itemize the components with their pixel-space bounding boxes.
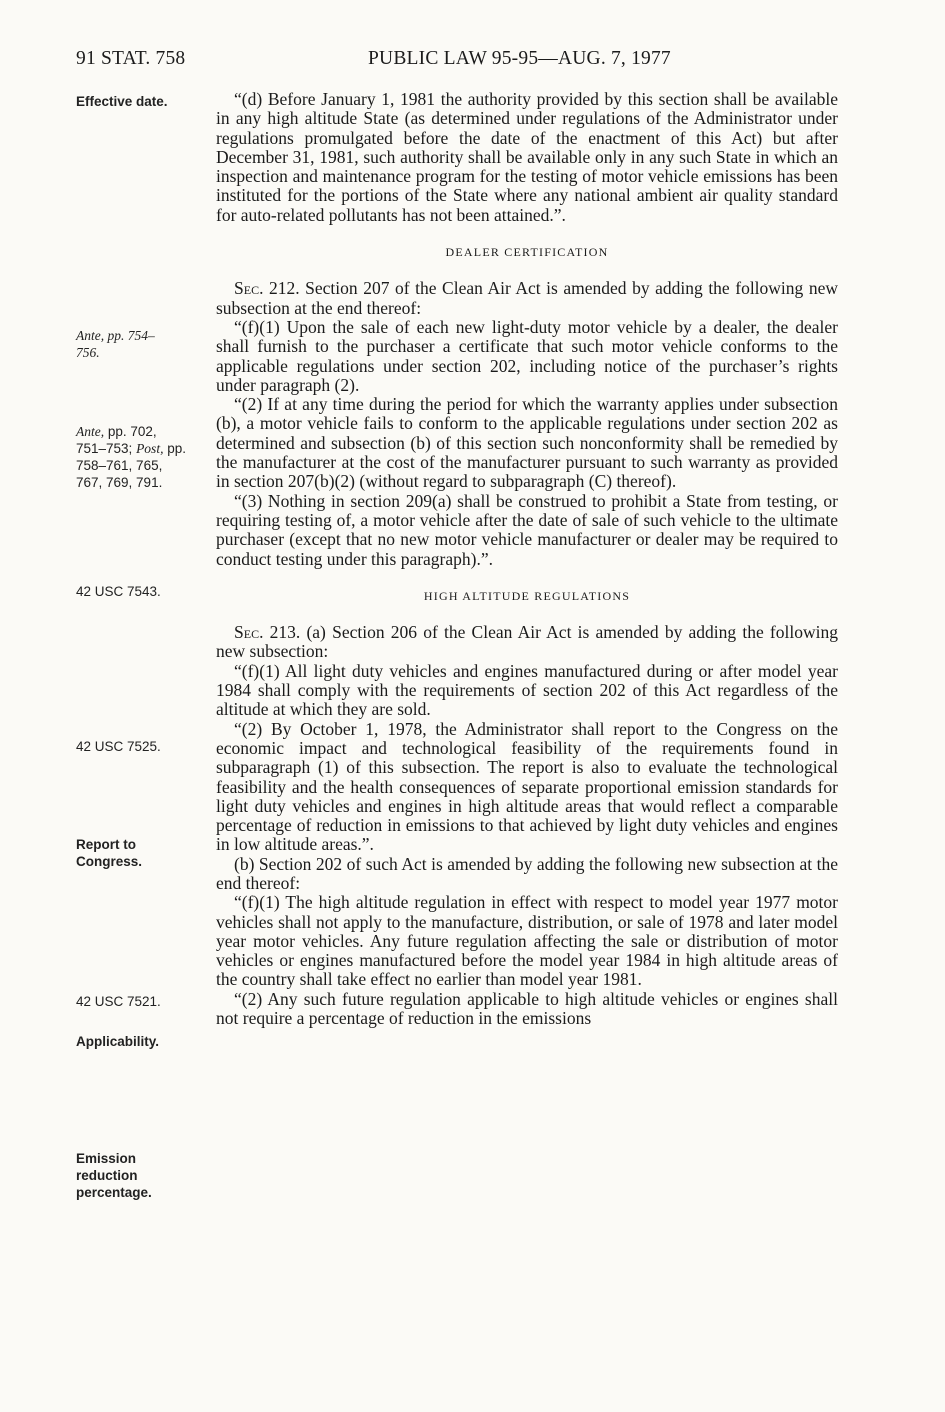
margin-note-ante-2-b: pp. 702, 751–753; <box>76 424 157 456</box>
paragraph-f2: “(2) If at any time during the period for which the warranty applies under subsection (b), a motor vehicle fails to conform to the applicable regulations under section 202 as determined and subsection (b) of this section such nonconformity shall be remedied by the manufacturer at the cost of the manufacturer pursuant to such warranty as provided in section 207(b)(2) (without regard to subparagraph (C) thereof). <box>216 394 838 492</box>
body-text <box>216 90 838 1028</box>
paragraph-f1: “(f)(1) Upon the sale of each new light-duty motor vehicle by a dealer, the dealer shall furnish to the purchaser a certificate that such motor vehicle conforms to the applicable regulations under section 202, including notice of the purchaser’s rights under paragraph (2). <box>216 316 838 395</box>
heading-dealer-certification: DEALER CERTIFICATION <box>445 245 609 260</box>
margin-note-ante-1 <box>76 327 176 361</box>
margin-note-effective-date: Effective date. <box>76 94 168 109</box>
paragraph-202-f2: “(2) Any such future regulation applicable to high altitude vehicles or engines shall not require a percentage of reduction in the emissions <box>216 988 838 1029</box>
paragraph-sec-212 <box>216 279 838 318</box>
paragraph-b: (b) Section 202 of such Act is amended by adding the following new subsection at the end thereof: <box>216 853 838 893</box>
margin-note-usc-7521: 42 USC 7521. <box>76 994 161 1009</box>
paragraph-213-f2: “(2) By October 1, 1978, the Administrator shall report to the Congress on the economic impact and technological feasibility of the requirements found in subparagraph (1) of this subsection. The report is also to evaluate the technological feasibility and the health consequences of separate proportional emission standards for light duty vehicles and engines in high altitude areas that would reflect a comparable percentage of reduction in emissions to that achieved by light duty vehicles and engines in low altitude areas.”. <box>216 718 838 855</box>
paragraph-f3: “(3) Nothing in section 209(a) shall be construed to prohibit a State from testing, or requiring testing of, a motor vehicle after the date of sale of such vehicle to the ultimate purchaser (except that no new motor vehicle manufacturer or dealer may be required to conduct testing under this paragraph).”. <box>216 490 838 569</box>
margin-note-ante-2 <box>76 423 188 491</box>
paragraph-213-f1: “(f)(1) All light duty vehicles and engines manufactured during or after model year 1984 shall comply with the requirements of section 202 of this Act regardless of the altitude at which they are sold. <box>216 660 838 720</box>
sec-213-label: Sec. <box>234 622 264 643</box>
page-header <box>0 48 945 78</box>
margin-note-ante-2-d: pp. 758–761, 765, 767, 769, 791. <box>76 441 186 490</box>
margin-note-report-to-congress: Report to Congress. <box>76 837 143 869</box>
margin-note-ante-1-text: Ante, pp. 754–756. <box>76 328 155 360</box>
sec-212-label: Sec. <box>234 278 264 299</box>
paragraph-sec-213 <box>216 623 838 662</box>
margin-note-emission-reduction: Emission reduction percentage. <box>76 1151 152 1200</box>
margin-note-ante-2-a: Ante, <box>76 424 105 439</box>
heading-high-altitude: HIGH ALTITUDE REGULATIONS <box>423 588 631 603</box>
sec-212-text: 212. Section 207 of the Clean Air Act is amended by adding the following new subsection at the end thereof: <box>216 278 838 318</box>
paragraph-d: “(d) Before January 1, 1981 the authority provided by this section shall be available in any high altitude State (as determined under regulations of the Administrator under regulations promulgated before the date of the enactment of this Act) but after December 31, 1981, such authority shall be available only in any such State in which an inspection and maintenance program for the testing of motor vehicle emissions has been instituted for the portions of the State where any national ambient air quality standard for auto-related pollutants has not been attained.”. <box>216 89 838 225</box>
page-reference: 91 STAT. 758 <box>76 48 186 69</box>
margin-note-usc-7543: 42 USC 7543. <box>76 584 161 599</box>
sec-213-text: 213. (a) Section 206 of the Clean Air Act is amended by adding the following new subsection: <box>216 622 838 662</box>
margin-note-usc-7525: 42 USC 7525. <box>76 739 161 754</box>
margin-note-ante-2-c: Post, <box>136 441 164 456</box>
margin-note-applicability: Applicability. <box>76 1034 160 1049</box>
paragraph-202-f1: “(f)(1) The high altitude regulation in effect with respect to model year 1977 motor vehicles shall not apply to the manufacture, distribution, or sale of 1978 and later model year motor vehicles. Any future regulation affecting the sale or distribution of motor vehicles or engines manufactured before the model year 1984 in high altitude areas of the country shall take effect no earlier than model year 1981. <box>216 892 838 990</box>
law-title: PUBLIC LAW 95-95—AUG. 7, 1977 <box>368 48 671 69</box>
